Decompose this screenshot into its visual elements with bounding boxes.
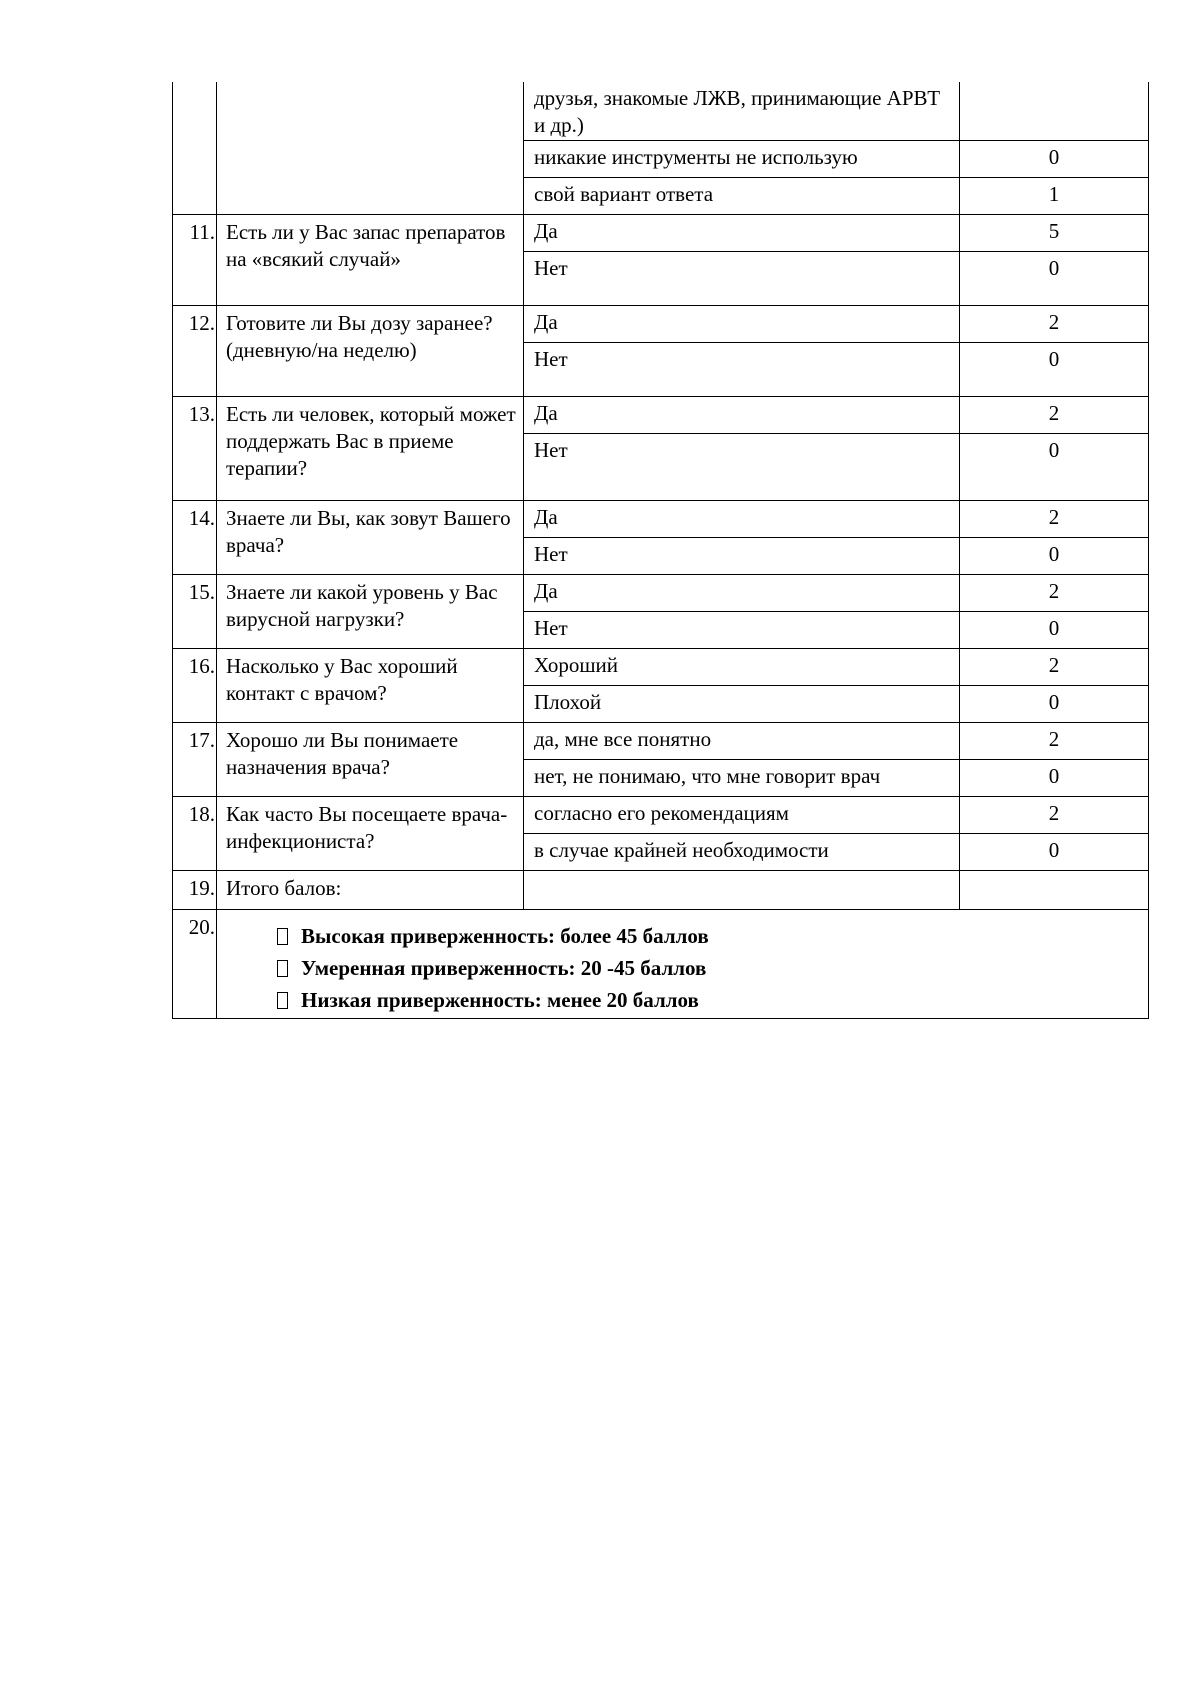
question-number: 11. bbox=[173, 215, 217, 306]
table-row bbox=[173, 649, 1149, 686]
question-number: 14. bbox=[173, 501, 217, 575]
question-number: 19. bbox=[173, 871, 217, 910]
legend-item-label: Низкая приверженность: менее 20 баллов bbox=[301, 987, 699, 1012]
answer-cell: нет, не понимаю, что мне говорит врач bbox=[524, 760, 960, 797]
total-label: Итого балов: bbox=[217, 871, 524, 910]
answer-cell: Нет bbox=[524, 252, 960, 306]
total-answer-cell bbox=[524, 871, 960, 910]
legend-item-low bbox=[277, 984, 1148, 1016]
question-text: Знаете ли Вы, как зовут Вашего врача? bbox=[217, 501, 524, 575]
score-cell: 2 bbox=[960, 306, 1149, 343]
legend-item-moderate bbox=[277, 952, 1148, 984]
table-row bbox=[173, 723, 1149, 760]
table-row bbox=[173, 501, 1149, 538]
answer-cell: да, мне все понятно bbox=[524, 723, 960, 760]
question-text: Насколько у Вас хороший контакт с врачом? bbox=[217, 649, 524, 723]
answer-cell: Нет bbox=[524, 538, 960, 575]
score-cell: 1 bbox=[960, 178, 1149, 215]
answer-cell: Да bbox=[524, 306, 960, 343]
question-number: 17. bbox=[173, 723, 217, 797]
score-cell: 2 bbox=[960, 649, 1149, 686]
score-cell: 5 bbox=[960, 215, 1149, 252]
legend-item-high bbox=[277, 920, 1148, 952]
answer-cell: Да bbox=[524, 501, 960, 538]
adherence-legend bbox=[217, 910, 1149, 1019]
score-cell: 2 bbox=[960, 575, 1149, 612]
answer-cell: Плохой bbox=[524, 686, 960, 723]
question-number: 12. bbox=[173, 306, 217, 397]
score-cell: 2 bbox=[960, 501, 1149, 538]
table-row bbox=[173, 575, 1149, 612]
score-cell: 2 bbox=[960, 723, 1149, 760]
question-text: Есть ли человек, который может поддержать Вас в приеме терапии? bbox=[217, 397, 524, 501]
legend-row bbox=[173, 910, 1149, 1019]
answer-cell: согласно его рекомендациям bbox=[524, 797, 960, 834]
score-cell: 0 bbox=[960, 686, 1149, 723]
question-cell bbox=[217, 82, 524, 215]
question-number: 20. bbox=[173, 910, 217, 1019]
checkbox-square-icon bbox=[277, 960, 288, 977]
question-text: Как часто Вы посещаете врача- инфекциониста? bbox=[217, 797, 524, 871]
score-cell bbox=[960, 82, 1149, 141]
answer-cell: никакие инструменты не использую bbox=[524, 141, 960, 178]
question-number: 18. bbox=[173, 797, 217, 871]
score-cell: 0 bbox=[960, 760, 1149, 797]
question-text: Хорошо ли Вы понимаете назначения врача? bbox=[217, 723, 524, 797]
table-row bbox=[173, 797, 1149, 834]
answer-cell: Да bbox=[524, 215, 960, 252]
answer-cell: Да bbox=[524, 397, 960, 434]
score-cell: 0 bbox=[960, 538, 1149, 575]
score-cell: 0 bbox=[960, 434, 1149, 501]
answer-cell: друзья, знакомые ЛЖВ, принимающие АРВТ и др.) bbox=[524, 82, 960, 141]
answer-cell: Нет bbox=[524, 343, 960, 397]
score-cell: 0 bbox=[960, 612, 1149, 649]
answer-cell: Хороший bbox=[524, 649, 960, 686]
score-cell: 0 bbox=[960, 343, 1149, 397]
table-row bbox=[173, 215, 1149, 252]
total-score-cell bbox=[960, 871, 1149, 910]
question-text: Знаете ли какой уровень у Вас вирусной нагрузки? bbox=[217, 575, 524, 649]
legend-item-label: Высокая приверженность: более 45 баллов bbox=[301, 923, 709, 948]
question-text: Есть ли у Вас запас препаратов на «всякий случай» bbox=[217, 215, 524, 306]
score-cell: 0 bbox=[960, 252, 1149, 306]
table-row bbox=[173, 306, 1149, 343]
answer-cell: Нет bbox=[524, 612, 960, 649]
total-row bbox=[173, 871, 1149, 910]
score-cell: 0 bbox=[960, 141, 1149, 178]
question-text: Готовите ли Вы дозу заранее? (дневную/на неделю) bbox=[217, 306, 524, 397]
question-number: 15. bbox=[173, 575, 217, 649]
score-cell: 0 bbox=[960, 834, 1149, 871]
table-row bbox=[173, 82, 1149, 141]
score-cell: 2 bbox=[960, 397, 1149, 434]
answer-cell: Нет bbox=[524, 434, 960, 501]
table-row bbox=[173, 397, 1149, 434]
answer-cell: Да bbox=[524, 575, 960, 612]
answer-cell: свой вариант ответа bbox=[524, 178, 960, 215]
checkbox-square-icon bbox=[277, 928, 288, 945]
adherence-questionnaire-table bbox=[172, 82, 1149, 1019]
score-cell: 2 bbox=[960, 797, 1149, 834]
question-number: 13. bbox=[173, 397, 217, 501]
checkbox-square-icon bbox=[277, 992, 288, 1009]
num-cell bbox=[173, 82, 217, 215]
answer-cell: в случае крайней необходимости bbox=[524, 834, 960, 871]
legend-item-label: Умеренная приверженность: 20 -45 баллов bbox=[301, 955, 707, 980]
question-number: 16. bbox=[173, 649, 217, 723]
